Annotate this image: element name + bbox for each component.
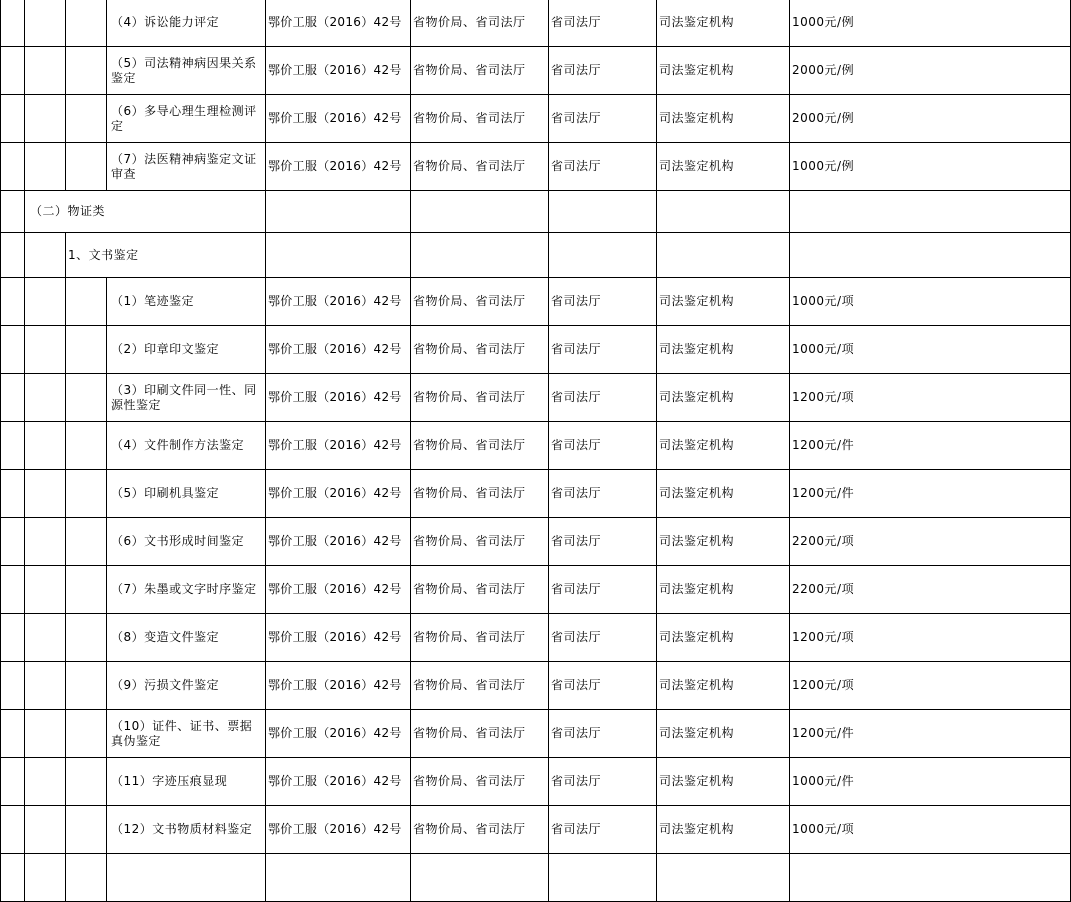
col-b-cell: [24, 470, 66, 518]
col-b-cell: [24, 662, 66, 710]
approval-department-cell: 省物价局、省司法厅: [410, 710, 549, 758]
price-cell: 1200元/件: [789, 422, 1071, 470]
col-b-cell: [24, 710, 66, 758]
item-name-cell: （7）法医精神病鉴定文证审查: [106, 143, 266, 191]
price-cell: 2200元/项: [789, 566, 1071, 614]
table-row: [0, 614, 1071, 662]
empty-cell: [789, 233, 1071, 278]
col-c-cell: [65, 758, 107, 806]
table-row: [0, 326, 1071, 374]
service-entity-cell: 司法鉴定机构: [656, 326, 790, 374]
col-a-cell: [0, 143, 25, 191]
item-name-cell: （3）印刷文件同一性、同源性鉴定: [106, 374, 266, 422]
document-number-cell: 鄂价工服（2016）42号: [265, 806, 411, 854]
col-c-cell: [65, 614, 107, 662]
service-entity-cell: 司法鉴定机构: [656, 758, 790, 806]
service-entity-cell: [656, 854, 790, 902]
approval-department-cell: 省物价局、省司法厅: [410, 47, 549, 95]
empty-cell: [265, 191, 411, 233]
col-c-cell: [65, 47, 107, 95]
empty-cell: [656, 191, 790, 233]
col-c-cell: [65, 374, 107, 422]
approval-department-cell: 省物价局、省司法厅: [410, 470, 549, 518]
approval-department-cell: 省物价局、省司法厅: [410, 422, 549, 470]
item-name-cell: （8）变造文件鉴定: [106, 614, 266, 662]
service-entity-cell: 司法鉴定机构: [656, 47, 790, 95]
approval-department-cell: 省物价局、省司法厅: [410, 95, 549, 143]
management-department-cell: 省司法厅: [548, 710, 657, 758]
service-entity-cell: 司法鉴定机构: [656, 95, 790, 143]
table-row: [0, 0, 1071, 47]
col-b-cell: [24, 326, 66, 374]
price-cell: 1200元/项: [789, 374, 1071, 422]
price-cell: 1000元/项: [789, 326, 1071, 374]
col-c-cell: [65, 566, 107, 614]
table-row: [0, 422, 1071, 470]
service-entity-cell: 司法鉴定机构: [656, 470, 790, 518]
col-b-cell: [24, 614, 66, 662]
item-name-cell: （5）印刷机具鉴定: [106, 470, 266, 518]
service-entity-cell: 司法鉴定机构: [656, 518, 790, 566]
document-number-cell: [265, 854, 411, 902]
document-number-cell: 鄂价工服（2016）42号: [265, 422, 411, 470]
document-number-cell: 鄂价工服（2016）42号: [265, 47, 411, 95]
col-b-cell: [24, 566, 66, 614]
table-row: [0, 662, 1071, 710]
management-department-cell: 省司法厅: [548, 47, 657, 95]
category-label-cell: （二）物证类: [24, 191, 266, 233]
approval-department-cell: 省物价局、省司法厅: [410, 614, 549, 662]
col-a-cell: [0, 422, 25, 470]
management-department-cell: 省司法厅: [548, 143, 657, 191]
table-row: [0, 95, 1071, 143]
approval-department-cell: 省物价局、省司法厅: [410, 806, 549, 854]
document-number-cell: 鄂价工服（2016）42号: [265, 566, 411, 614]
service-entity-cell: 司法鉴定机构: [656, 710, 790, 758]
col-a-cell: [0, 191, 25, 233]
col-c-cell: [65, 854, 107, 902]
table-row: [0, 566, 1071, 614]
approval-department-cell: [410, 854, 549, 902]
price-cell: 1200元/件: [789, 470, 1071, 518]
approval-department-cell: 省物价局、省司法厅: [410, 374, 549, 422]
col-c-cell: [65, 143, 107, 191]
item-name-cell: （11）字迹压痕显现: [106, 758, 266, 806]
subcategory-row: [0, 233, 1071, 278]
service-entity-cell: 司法鉴定机构: [656, 566, 790, 614]
price-cell: [789, 854, 1071, 902]
service-entity-cell: 司法鉴定机构: [656, 0, 790, 47]
price-cell: 1000元/件: [789, 758, 1071, 806]
item-name-cell: [106, 854, 266, 902]
approval-department-cell: 省物价局、省司法厅: [410, 758, 549, 806]
table-row: [0, 47, 1071, 95]
approval-department-cell: 省物价局、省司法厅: [410, 0, 549, 47]
col-b-cell: [24, 95, 66, 143]
col-b-cell: [24, 0, 66, 47]
category-row: [0, 191, 1071, 233]
empty-cell: [548, 233, 657, 278]
document-number-cell: 鄂价工服（2016）42号: [265, 95, 411, 143]
col-a-cell: [0, 95, 25, 143]
col-a-cell: [0, 518, 25, 566]
col-a-cell: [0, 233, 25, 278]
item-name-cell: （6）文书形成时间鉴定: [106, 518, 266, 566]
management-department-cell: 省司法厅: [548, 518, 657, 566]
approval-department-cell: 省物价局、省司法厅: [410, 143, 549, 191]
col-c-cell: [65, 710, 107, 758]
item-name-cell: （5）司法精神病因果关系鉴定: [106, 47, 266, 95]
col-a-cell: [0, 47, 25, 95]
approval-department-cell: 省物价局、省司法厅: [410, 278, 549, 326]
price-cell: 1000元/例: [789, 143, 1071, 191]
table-row: [0, 710, 1071, 758]
col-c-cell: [65, 806, 107, 854]
management-department-cell: 省司法厅: [548, 806, 657, 854]
service-entity-cell: 司法鉴定机构: [656, 278, 790, 326]
table-row: [0, 278, 1071, 326]
service-entity-cell: 司法鉴定机构: [656, 422, 790, 470]
col-c-cell: [65, 470, 107, 518]
price-cell: 2000元/例: [789, 95, 1071, 143]
col-a-cell: [0, 470, 25, 518]
document-number-cell: 鄂价工服（2016）42号: [265, 143, 411, 191]
price-cell: 2000元/例: [789, 47, 1071, 95]
service-entity-cell: 司法鉴定机构: [656, 614, 790, 662]
price-cell: 1200元/件: [789, 710, 1071, 758]
empty-cell: [265, 233, 411, 278]
item-name-cell: （9）污损文件鉴定: [106, 662, 266, 710]
col-a-cell: [0, 278, 25, 326]
col-c-cell: [65, 326, 107, 374]
col-c-cell: [65, 0, 107, 47]
management-department-cell: 省司法厅: [548, 422, 657, 470]
document-number-cell: 鄂价工服（2016）42号: [265, 0, 411, 47]
table-row: [0, 374, 1071, 422]
empty-cell: [410, 191, 549, 233]
col-b-cell: [24, 47, 66, 95]
approval-department-cell: 省物价局、省司法厅: [410, 518, 549, 566]
col-c-cell: [65, 662, 107, 710]
table-row: [0, 518, 1071, 566]
document-number-cell: 鄂价工服（2016）42号: [265, 758, 411, 806]
col-a-cell: [0, 854, 25, 902]
col-a-cell: [0, 566, 25, 614]
empty-cell: [656, 233, 790, 278]
document-number-cell: 鄂价工服（2016）42号: [265, 470, 411, 518]
col-a-cell: [0, 710, 25, 758]
empty-cell: [789, 191, 1071, 233]
approval-department-cell: 省物价局、省司法厅: [410, 566, 549, 614]
approval-department-cell: 省物价局、省司法厅: [410, 662, 549, 710]
management-department-cell: 省司法厅: [548, 662, 657, 710]
management-department-cell: 省司法厅: [548, 470, 657, 518]
col-a-cell: [0, 326, 25, 374]
price-cell: 1200元/项: [789, 614, 1071, 662]
empty-cell: [548, 191, 657, 233]
col-b-cell: [24, 806, 66, 854]
col-a-cell: [0, 374, 25, 422]
management-department-cell: 省司法厅: [548, 326, 657, 374]
col-a-cell: [0, 806, 25, 854]
col-b-cell: [24, 518, 66, 566]
col-b-cell: [24, 854, 66, 902]
table-row: [0, 854, 1071, 902]
table-row: [0, 470, 1071, 518]
item-name-cell: （12）文书物质材料鉴定: [106, 806, 266, 854]
item-name-cell: （4）文件制作方法鉴定: [106, 422, 266, 470]
price-cell: 1000元/例: [789, 0, 1071, 47]
document-number-cell: 鄂价工服（2016）42号: [265, 710, 411, 758]
management-department-cell: 省司法厅: [548, 614, 657, 662]
col-b-cell: [24, 278, 66, 326]
document-number-cell: 鄂价工服（2016）42号: [265, 278, 411, 326]
col-a-cell: [0, 758, 25, 806]
table-row: [0, 143, 1071, 191]
col-c-cell: [65, 422, 107, 470]
management-department-cell: [548, 854, 657, 902]
document-number-cell: 鄂价工服（2016）42号: [265, 518, 411, 566]
col-b-cell: [24, 758, 66, 806]
col-a-cell: [0, 662, 25, 710]
item-name-cell: （4）诉讼能力评定: [106, 0, 266, 47]
price-cell: 1200元/项: [789, 662, 1071, 710]
item-name-cell: （6）多导心理生理检测评定: [106, 95, 266, 143]
col-c-cell: [65, 95, 107, 143]
service-entity-cell: 司法鉴定机构: [656, 143, 790, 191]
col-c-cell: [65, 518, 107, 566]
management-department-cell: 省司法厅: [548, 278, 657, 326]
price-cell: 1000元/项: [789, 278, 1071, 326]
col-b-cell: [24, 422, 66, 470]
item-name-cell: （2）印章印文鉴定: [106, 326, 266, 374]
table-row: [0, 758, 1071, 806]
service-entity-cell: 司法鉴定机构: [656, 662, 790, 710]
document-number-cell: 鄂价工服（2016）42号: [265, 374, 411, 422]
management-department-cell: 省司法厅: [548, 0, 657, 47]
management-department-cell: 省司法厅: [548, 566, 657, 614]
col-b-cell: [24, 374, 66, 422]
subcategory-label-cell: 1、文书鉴定: [65, 233, 266, 278]
management-department-cell: 省司法厅: [548, 758, 657, 806]
item-name-cell: （7）朱墨或文字时序鉴定: [106, 566, 266, 614]
management-department-cell: 省司法厅: [548, 374, 657, 422]
table-row: [0, 806, 1071, 854]
management-department-cell: 省司法厅: [548, 95, 657, 143]
price-cell: 1000元/项: [789, 806, 1071, 854]
service-entity-cell: 司法鉴定机构: [656, 806, 790, 854]
col-a-cell: [0, 0, 25, 47]
document-number-cell: 鄂价工服（2016）42号: [265, 662, 411, 710]
item-name-cell: （10）证件、证书、票据真伪鉴定: [106, 710, 266, 758]
empty-cell: [410, 233, 549, 278]
item-name-cell: （1）笔迹鉴定: [106, 278, 266, 326]
col-c-cell: [65, 278, 107, 326]
service-entity-cell: 司法鉴定机构: [656, 374, 790, 422]
col-b-cell: [24, 143, 66, 191]
document-number-cell: 鄂价工服（2016）42号: [265, 326, 411, 374]
approval-department-cell: 省物价局、省司法厅: [410, 326, 549, 374]
col-a-cell: [0, 614, 25, 662]
col-b-cell: [24, 233, 66, 278]
price-cell: 2200元/项: [789, 518, 1071, 566]
document-number-cell: 鄂价工服（2016）42号: [265, 614, 411, 662]
